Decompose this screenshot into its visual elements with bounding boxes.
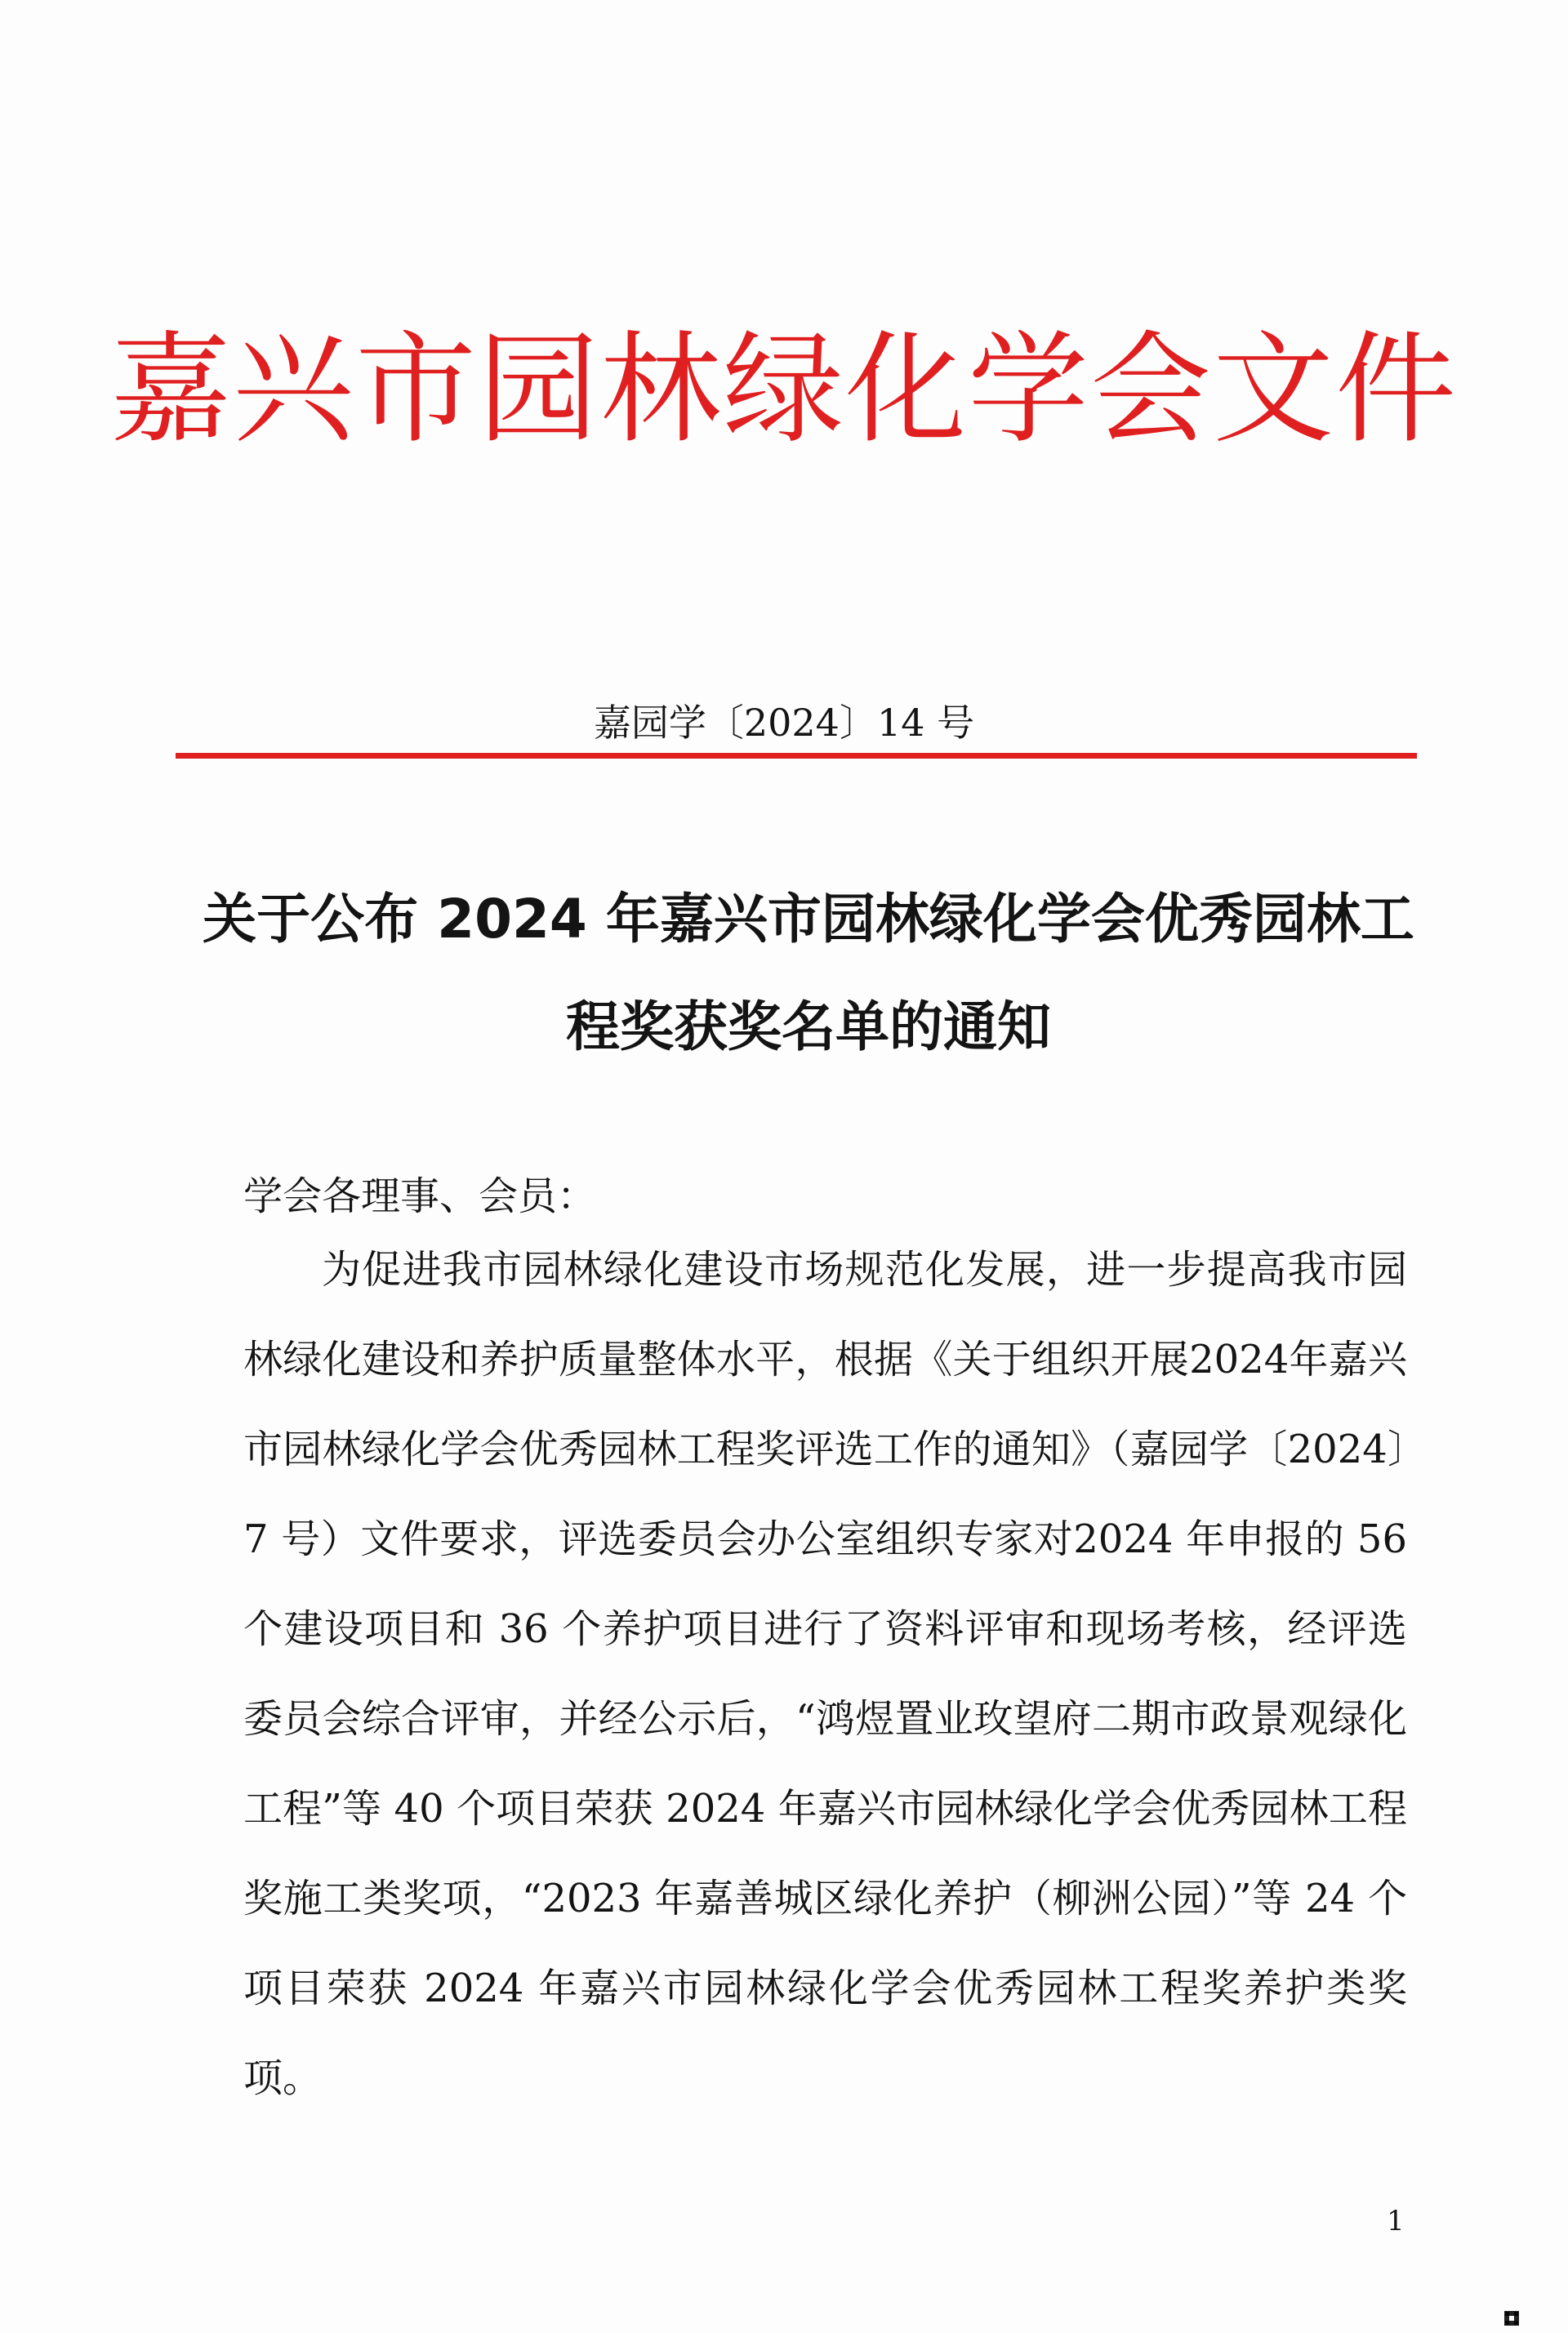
document-number: 嘉园学〔2024〕14 号 [593, 701, 975, 745]
red-divider-line [176, 753, 1417, 759]
qr-watermark [1504, 2311, 1519, 2326]
qr-code-icon [1504, 2311, 1519, 2326]
page-number: 1 [1387, 2205, 1405, 2237]
masthead-title: 嘉兴市园林绿化学会文件 [110, 319, 1458, 460]
salutation: 学会各理事、会员： [243, 1173, 597, 1219]
notice-title: 关于公布 2024 年嘉兴市园林绿化学会优秀园林工程奖获奖名单的通知 [203, 888, 1414, 1058]
body-paragraph: 为促进我市园林绿化建设市场规范化发展，进一步提高我市园林绿化建设和养护质量整体水平，根据《关于组织开展2024年嘉兴市园林绿化学会优秀园林工程奖评选工作的通知》（嘉园学〔2024〕7 号）文件要求，评选委员会办公室组织专家对2024 年申报的 56 个建设项目和 36 个养护项目进行了资料评审和现场考核，经评选委员会综合评审，并经公示后，“鸿煜置业玫望府二期市政景观绿化工程”等 40 个项目荣获 2024 年嘉兴市园林绿化学会优秀园林工程奖施工类奖项，“2023 年嘉善城区绿化养护（柳洲公园）”等 24 个项目荣获 2024 年嘉兴市园林绿化学会优秀园林工程奖养护类奖项。 [243, 1247, 1407, 2101]
